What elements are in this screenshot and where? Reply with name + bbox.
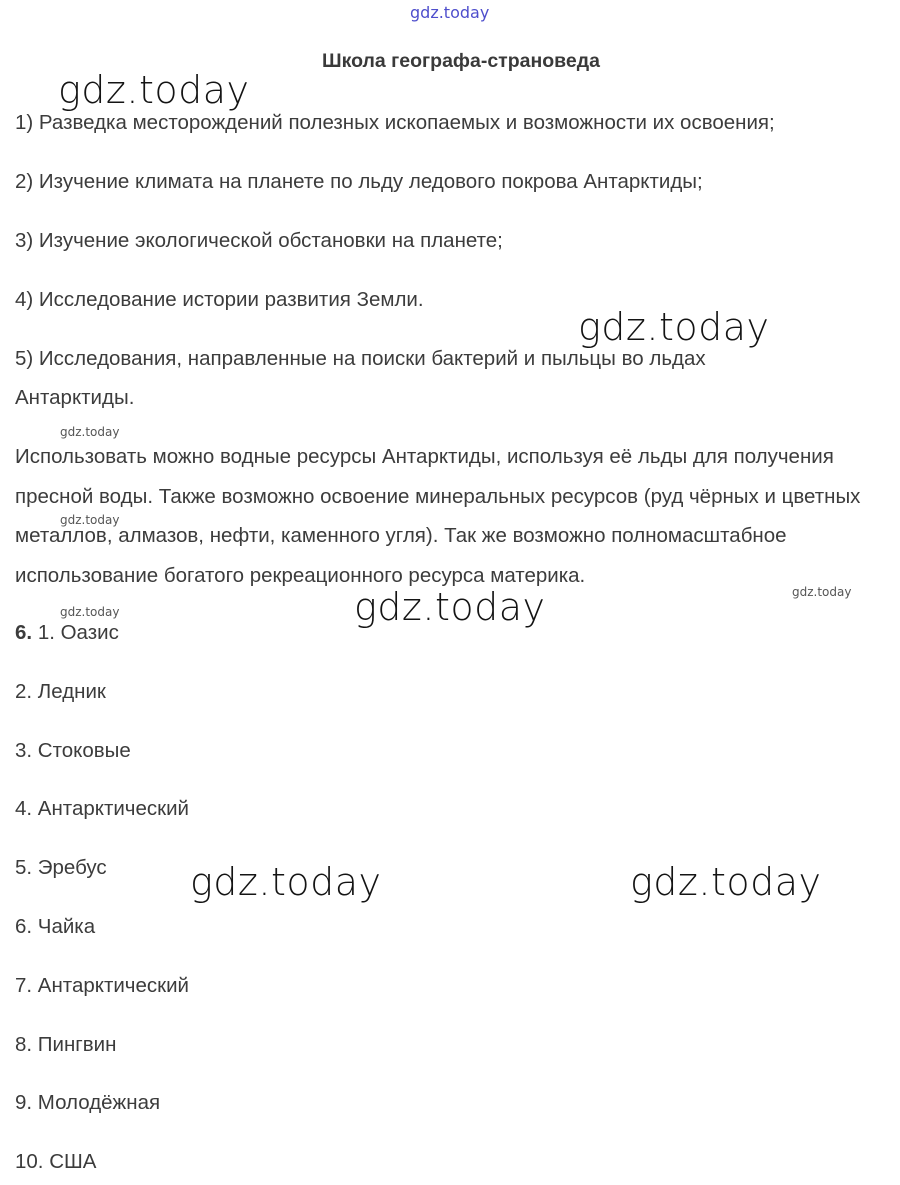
answer-3: 3. Стоковые [15,739,131,762]
watermark-top: gdz.today [410,3,490,22]
answer-1-text: 1. Оазис [37,621,119,644]
research-item-1: 1) Разведка месторождений полезных ископаемых и возможности их освоения; [15,111,775,134]
watermark-small: gdz.today [60,605,120,619]
answer-1 [15,620,119,646]
watermark-small: gdz.today [792,585,852,599]
research-item-3: 3) Изучение экологической обстановки на планете; [15,229,503,252]
answer-7: 7. Антарктический [15,974,189,997]
research-item-2: 2) Изучение климата на планете по льду ледового покрова Антарктиды; [15,170,703,193]
answer-5: 5. Эребус [15,856,107,879]
watermark-large: gdz.today [354,585,546,629]
task-number: 6. [15,621,33,644]
answer-6: 6. Чайка [15,915,96,938]
resources-paragraph: Использовать можно водные ресурсы Антарктиды, используя её льды для получения пресной воды. Также возможно освоение минеральных ресурсов (руд чёрных и цветных металлов, алмазов, нефти, каменного угля). Так же возможно полномасштабное использование богатого рекреационного ресурса материка. [15,445,861,587]
answer-4: 4. Антарктический [15,797,189,820]
research-item-5: 5) Исследования, направленные на поиски бактерий и пыльцы во льдах Антарктиды. [15,347,706,409]
answer-2: 2. Ледник [15,680,106,703]
watermark-large: gdz.today [58,68,250,112]
watermark-large: gdz.today [630,860,822,904]
page-title: Школа географа-страноведа [322,50,600,72]
watermark-large: gdz.today [190,860,382,904]
watermark-large: gdz.today [578,305,770,349]
answer-10: 10. США [15,1150,97,1173]
research-item-4: 4) Исследование истории развития Земли. [15,288,424,311]
watermark-small: gdz.today [60,513,120,527]
answer-9: 9. Молодёжная [15,1091,161,1114]
answer-8: 8. Пингвин [15,1033,117,1056]
watermark-small: gdz.today [60,425,120,439]
